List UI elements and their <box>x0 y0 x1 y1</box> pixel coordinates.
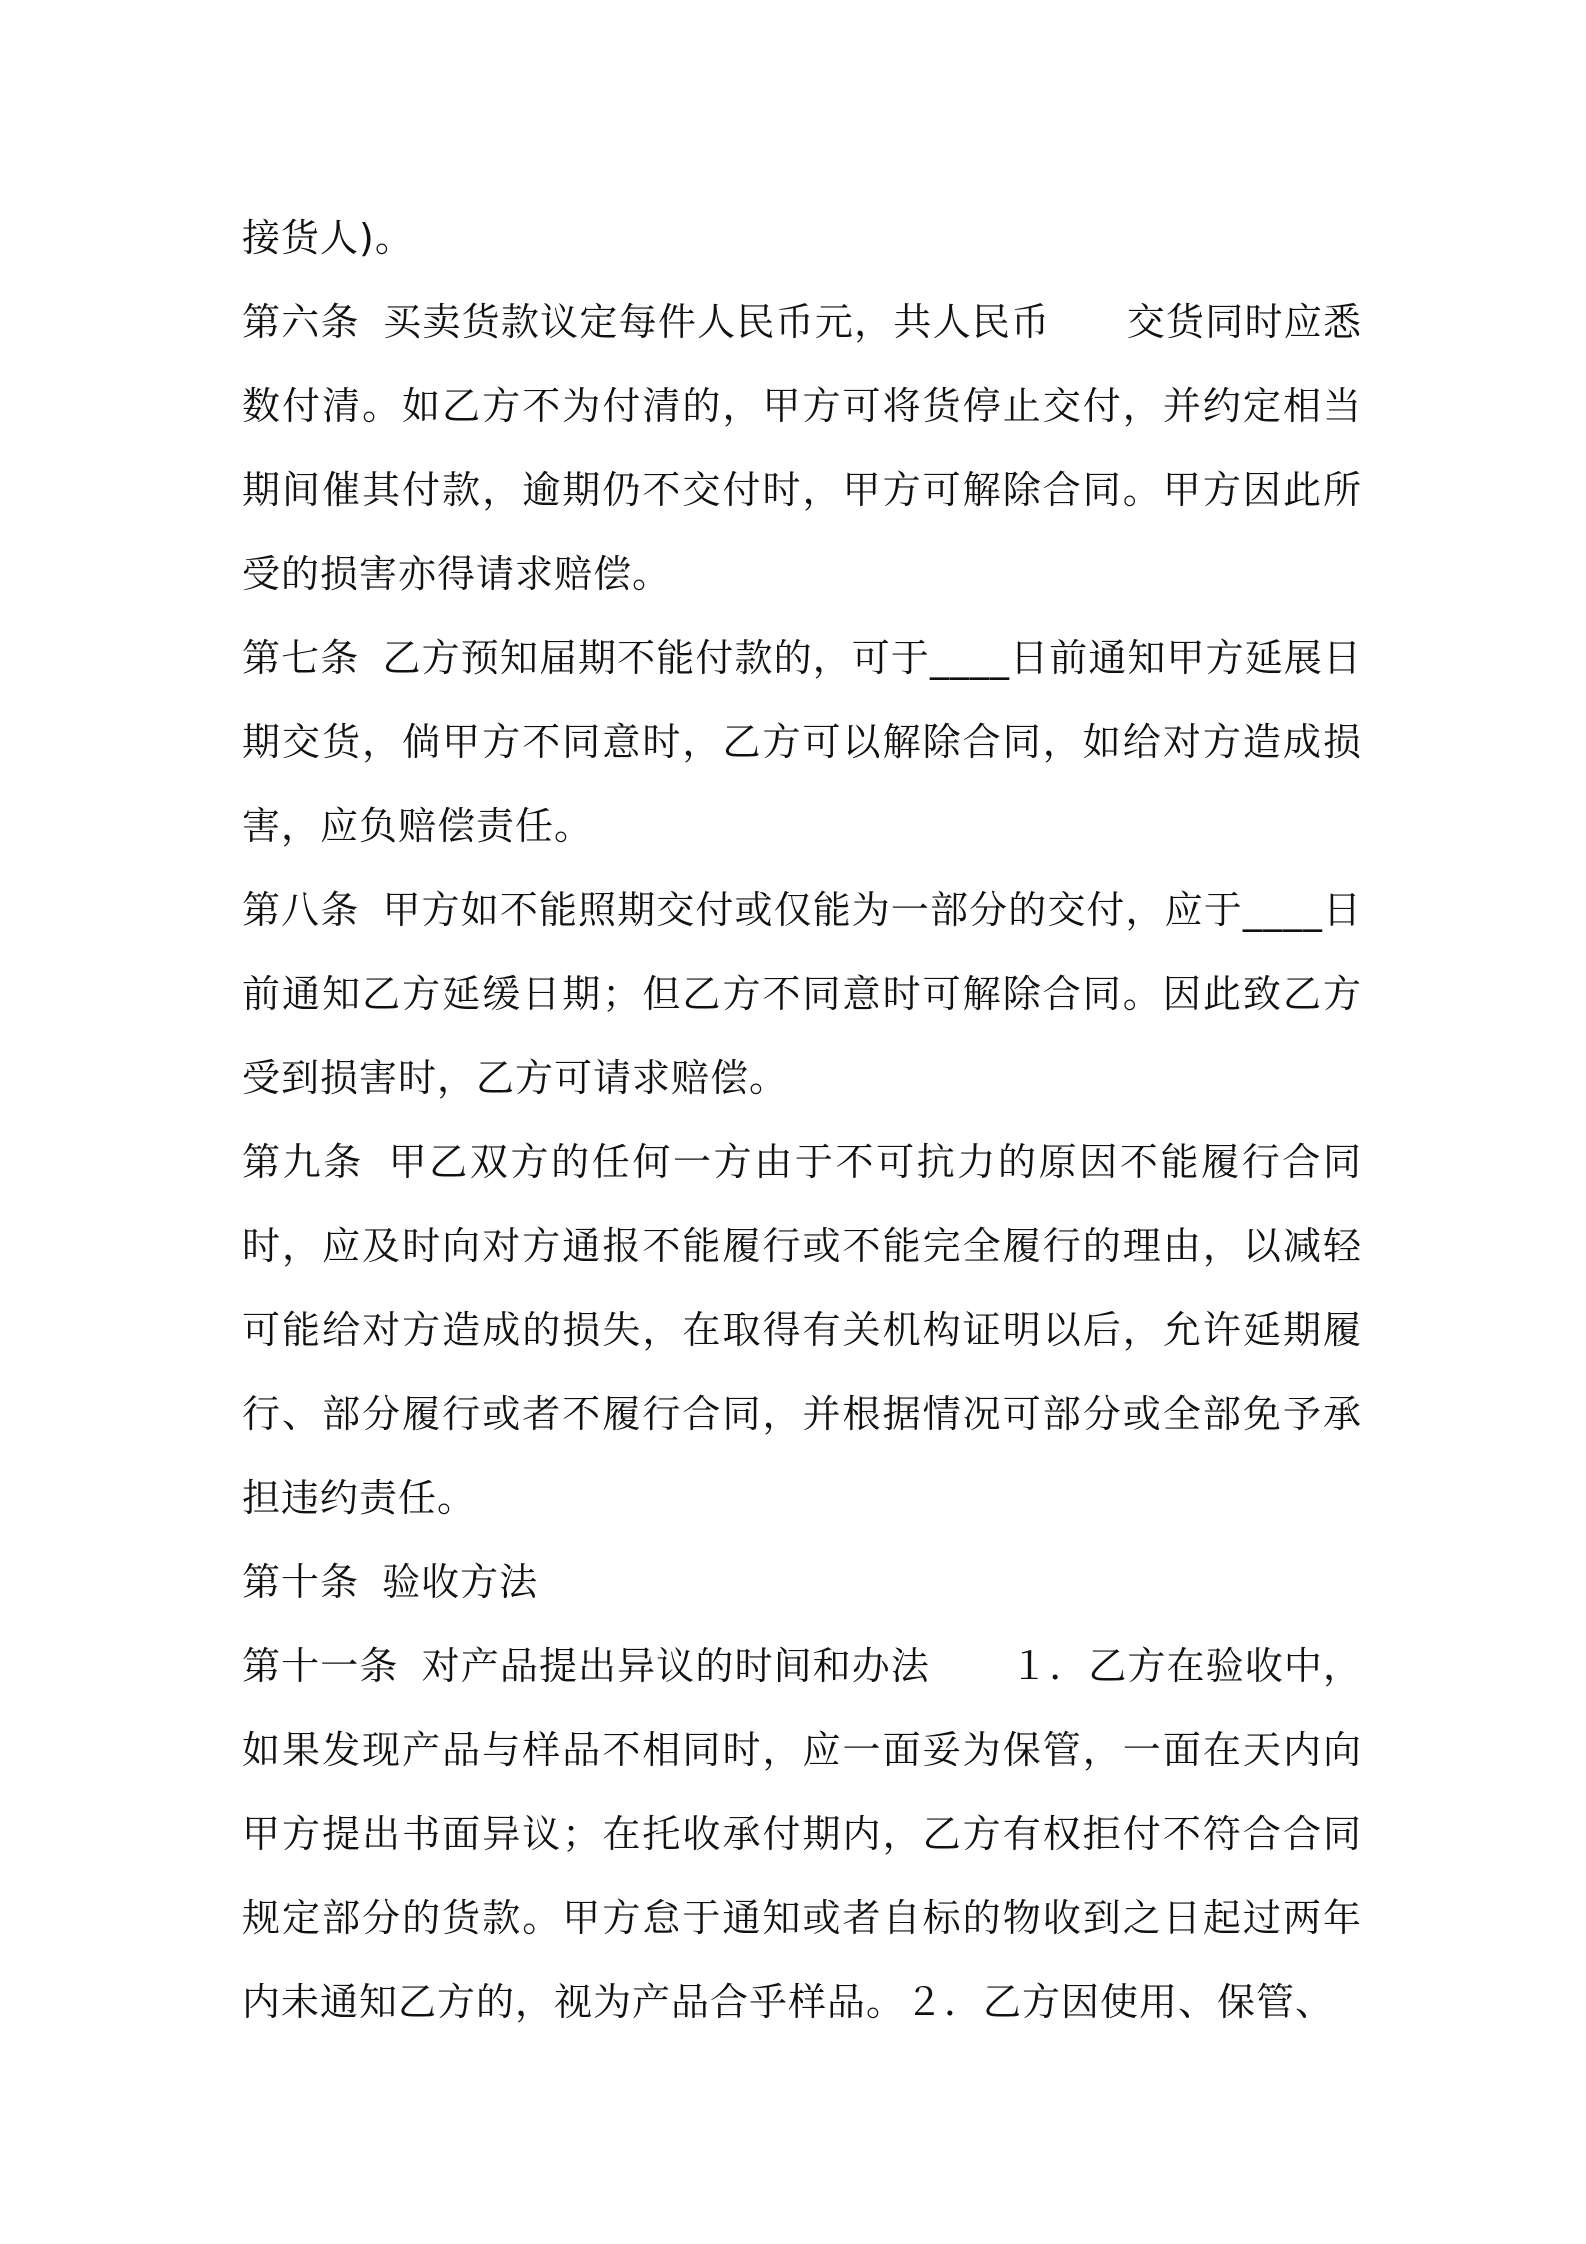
article-number: 第八条 <box>242 888 360 932</box>
article-text-before-gap: 买卖货款议定每件人民币元，共人民币 <box>383 300 1051 344</box>
article-number: 第六条 <box>242 300 360 344</box>
article-10-paragraph <box>242 1540 1362 1624</box>
document-body <box>242 196 1362 2044</box>
article-number: 第十条 <box>242 1560 360 1604</box>
article-7-paragraph <box>242 616 1362 868</box>
article-text: 验收方法 <box>382 1560 539 1604</box>
article-text: 甲乙双方的任何一方由于不可抗力的原因不能履行合同时，应及时向对方通报不能履行或不能完全履行的理由，以减轻可能给对方造成的损失，在取得有关机构证明以后，允许延期履行、部分履行或者不履行合同，并根据情况可部分或全部免予承担违约责任。 <box>242 1140 1362 1520</box>
article-text-after-gap: １．乙方在验收中，如果发现产品与样品不相同时，应一面妥为保管，一面在天内向甲方提出书面异议；在托收承付期内，乙方有权拒付不符合合同规定部分的货款。甲方怠于通知或者自标的物收到之日起过两年内未通知乙方的，视为产品合乎样品。２．乙方因使用、保管、 <box>242 1644 1362 2024</box>
article-6-paragraph <box>242 280 1362 616</box>
article-9-paragraph <box>242 1120 1362 1540</box>
paragraph-continuation <box>242 196 1362 280</box>
article-text-before-gap: 对产品提出异议的时间和办法 <box>421 1644 931 1688</box>
article-number: 第十一条 <box>242 1644 399 1688</box>
article-8-paragraph <box>242 868 1362 1120</box>
article-text-after-gap: 交货同时应悉数付清。如乙方不为付清的，甲方可将货停止交付，并约定相当期间催其付款，逾期仍不交付时，甲方可解除合同。甲方因此所受的损害亦得请求赔偿。 <box>242 300 1362 596</box>
paragraph-text: 接货人)。 <box>242 216 414 260</box>
article-text: 甲方如不能照期交付或仅能为一部分的交付，应于____日前通知乙方延缓日期；但乙方不同意时可解除合同。因此致乙方受到损害时，乙方可请求赔偿。 <box>242 888 1362 1100</box>
article-text: 乙方预知届期不能付款的，可于____日前通知甲方延展日期交货，倘甲方不同意时，乙方可以解除合同，如给对方造成损害，应负赔偿责任。 <box>242 636 1362 848</box>
article-number: 第九条 <box>242 1140 364 1184</box>
article-number: 第七条 <box>242 636 360 680</box>
article-11-paragraph <box>242 1624 1362 2044</box>
